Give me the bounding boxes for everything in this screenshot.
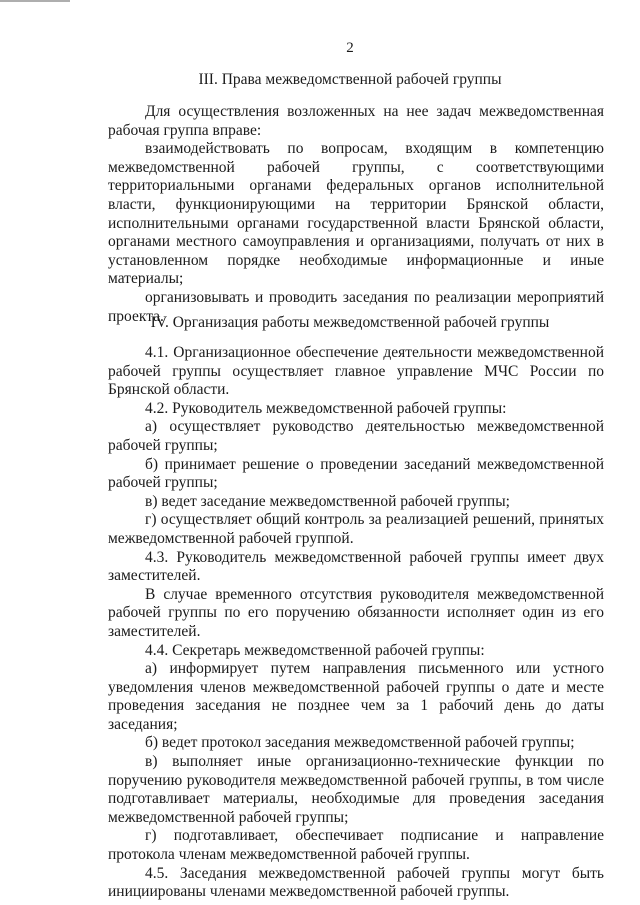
paragraph: в) выполняет иные организационно-технические функции по поручению руководителя межведомственной рабочей группы, в том числе подготавливает материалы, необходимые для проведения заседания межведомственной рабочей группы; [108,753,604,826]
paragraph: 4.5. Заседания межведомственной рабочей группы могут быть инициированы членами межведомственной рабочей группы. [108,864,604,901]
paragraph: б) ведет протокол заседания межведомственной рабочей группы; [145,734,575,752]
section-4-body [108,344,604,902]
paragraph: г) осуществляет общий контроль за реализацией решений, принятых межведомственной рабочей группой. [108,511,604,547]
paragraph: организовывать и проводить заседания по реализации мероприятий проекта. [108,288,604,325]
page-number: 2 [346,40,354,56]
section-3-heading: III. Права межведомственной рабочей группы [198,71,502,88]
paragraph: а) информирует путем направления письменного или устного уведомления членов межведомственной рабочей группы о дате и месте проведения заседания не позднее чем за 1 рабочий день до даты заседания; [108,660,604,733]
paragraph: В случае временного отсутствия руководителя межведомственной рабочей группы по его поручению обязанности исполняет один из его заместителей. [108,585,604,640]
paragraph: а) осуществляет руководство деятельностью межведомственной рабочей группы; [108,418,604,454]
section-4-heading: IV. Организация работы межведомственной рабочей группы [150,314,550,331]
paragraph: в) ведет заседание межведомственной рабочей группы; [145,492,510,510]
section-3-body [108,103,604,326]
paragraph: 4.3. Руководитель межведомственной рабочей группы имеет двух заместителей. [108,548,604,585]
paragraph: 4.1. Организационное обеспечение деятельности межведомственной рабочей группы осуществляет главное управление МЧС России по Брянской области. [108,344,604,399]
paragraph: б) принимает решение о проведении заседаний межведомственной рабочей группы; [108,455,604,492]
paragraph: 4.2. Руководитель межведомственной рабочей группы: [145,399,507,417]
paragraph: г) подготавливает, обеспечивает подписание и направление протокола членам межведомственной рабочей группы. [108,827,604,864]
paragraph: взаимодействовать по вопросам, входящим в компетенцию межведомственной рабочей группы, с соответствующими территориальными органами федеральных органов исполнительной власти, функционирующими на территории Брянской области, исполнительными органами государственной власти Брянской области, органами местного самоуправления и организациями, получать от них в установленном порядке необходимые информационные и иные материалы; [108,140,604,288]
paragraph: Для осуществления возложенных на нее задач межведомственная рабочая группа вправе: [108,103,604,139]
paragraph: 4.4. Секретарь межведомственной рабочей группы: [145,641,485,659]
